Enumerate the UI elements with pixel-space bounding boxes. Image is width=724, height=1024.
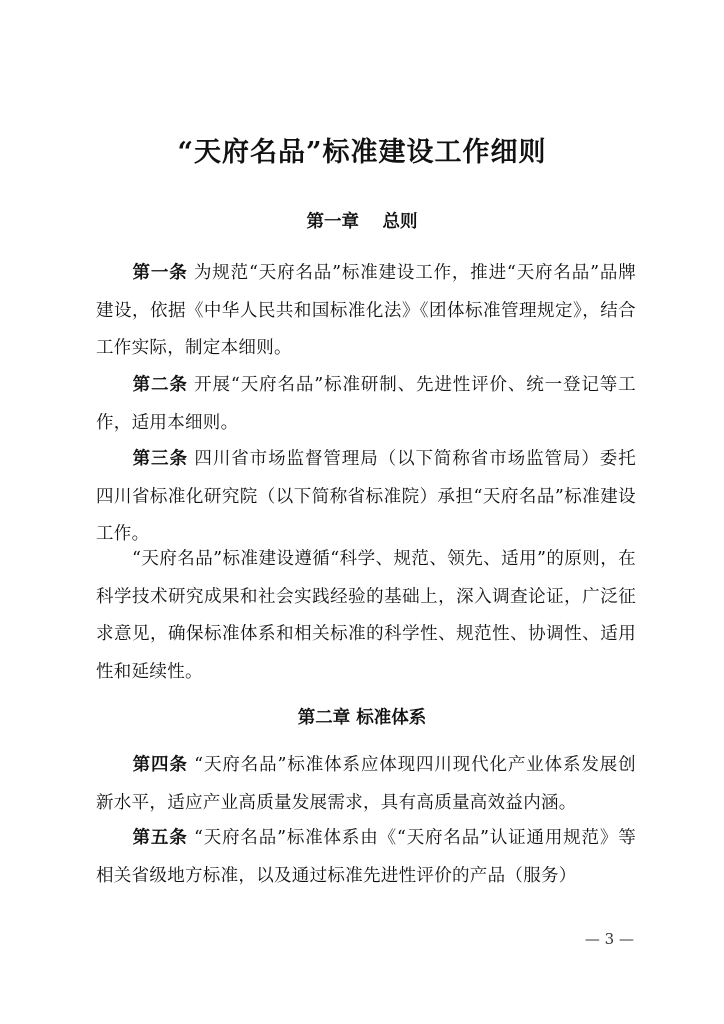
chapter-heading: 第一章 总则 — [306, 212, 418, 232]
article-paragraph — [96, 441, 636, 554]
chapter-heading: 第二章 标准体系 — [297, 708, 427, 728]
article-text: 为规范“天府名品”标准建设工作，推进“天府名品”品牌建设，依据《中华人民共和国标准化法》《团体标准管理规定》，结合工作实际，制定本细则。 — [96, 263, 636, 358]
body-paragraph — [96, 541, 636, 691]
article-text: “天府名品”标准体系应体现四川现代化产业体系发展创新水平，适应产业高质量发展需求，具有高质量高效益内涵。 — [96, 755, 636, 813]
article-label: 第四条 — [132, 755, 188, 775]
article-paragraph — [96, 255, 636, 368]
article-paragraph — [96, 747, 636, 822]
article-paragraph — [96, 367, 636, 442]
article-label: 第二条 — [132, 375, 188, 395]
article-paragraph — [96, 820, 636, 895]
document-title: “天府名品”标准建设工作细则 — [177, 137, 547, 168]
paragraph-text: “天府名品”标准建设遵循“科学、规范、领先、适用”的原则，在科学技术研究成果和社会实践经验的基础上，深入调查论证，广泛征求意见，确保标准体系和相关标准的科学性、规范性、协调性、适用性和延续性。 — [96, 549, 636, 682]
article-label: 第三条 — [132, 449, 188, 469]
article-text: 四川省市场监督管理局（以下简称省市场监管局）委托四川省标准化研究院（以下简称省标准院）承担“天府名品”标准建设工作。 — [96, 449, 636, 544]
article-text: “天府名品”标准体系由《“天府名品”认证通用规范》等相关省级地方标准，以及通过标准先进性评价的产品（服务） — [96, 828, 636, 886]
article-text: 开展“天府名品”标准研制、先进性评价、统一登记等工作，适用本细则。 — [96, 375, 636, 433]
page-number: — 3 — — [584, 930, 634, 948]
article-label: 第一条 — [132, 263, 188, 283]
article-label: 第五条 — [132, 828, 188, 848]
